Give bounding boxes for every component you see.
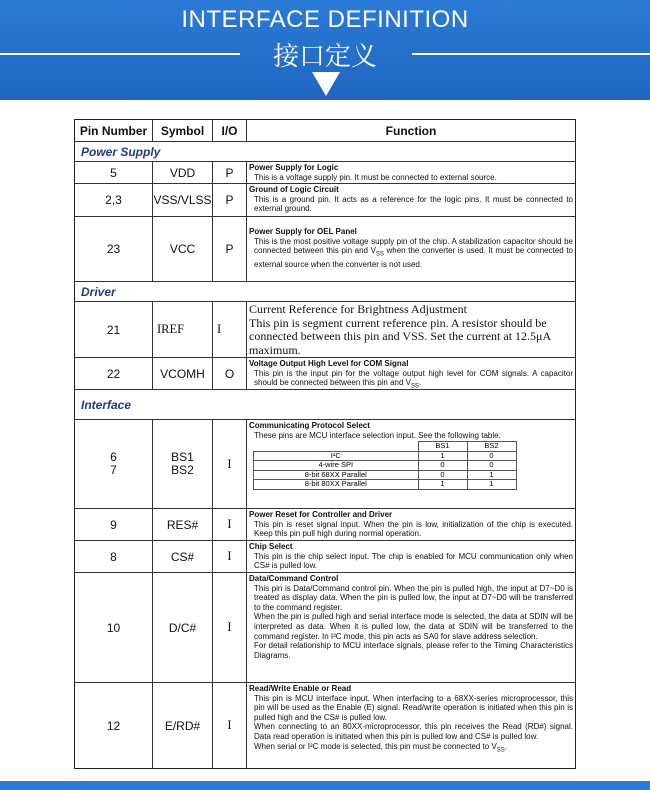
header-function: Function	[247, 120, 575, 142]
pin-number: 6 7	[75, 420, 153, 509]
header-io: I/O	[213, 120, 247, 142]
section-interface: Interface	[75, 390, 575, 420]
pin-function	[247, 509, 575, 541]
pin-io: I	[213, 420, 247, 509]
pin-number: 23	[75, 217, 153, 282]
down-arrow-icon	[312, 72, 340, 96]
pin-number: 8	[75, 541, 153, 573]
pin-io: I	[213, 683, 247, 768]
pin-function	[247, 302, 575, 358]
pin-symbol: VSS/VLSS	[153, 184, 213, 217]
function-title: Power Reset for Controller and Driver	[249, 510, 393, 519]
pin-symbol: CS#	[153, 541, 213, 573]
section-driver: Driver	[75, 282, 575, 302]
function-title: Voltage Output High Level for COM Signal	[249, 359, 409, 368]
pin-io: I	[213, 302, 247, 358]
pin-function	[247, 217, 575, 282]
function-body: This pin is the chip select input. The chip is enabled for MCU communication only when CS# is pulled low.	[254, 551, 573, 571]
pin-definition-table	[74, 119, 576, 769]
function-body: When the pin is pulled high and serial interface mode is selected, the data at SDIN will be interpreted as data. When it is pulled low, the data at SDIN will be transferred to the command register. In I²C mode, this pin acts as SA0 for slave address selection.	[254, 612, 573, 641]
pin-io: P	[213, 162, 247, 184]
pin-number: 2,3	[75, 184, 153, 217]
pin-io: P	[213, 217, 247, 282]
function-body: This pin is reset signal input. When the pin is low, initialization of the chip is executed. Keep this pin pull high during normal operation.	[254, 519, 573, 539]
function-body: When connecting to an 80XX-microprocessor, this pin receives the Read (RD#) signal. Data read operation is initiated when this pin is pulled low and CS# is pulled low.	[254, 722, 573, 741]
header-pin-number: Pin Number	[75, 120, 153, 142]
function-body: This pin is segment current reference pin. A resistor should be connected between this pin and VSS. Set the current at 12.5μA maximum.	[249, 315, 551, 357]
pin-function	[247, 683, 575, 768]
pin-io: P	[213, 184, 247, 217]
pin-function	[247, 358, 575, 390]
header-symbol: Symbol	[153, 120, 213, 142]
function-title: Communicating Protocol Select	[249, 421, 370, 430]
pin-function	[247, 184, 575, 217]
pin-symbol: VDD	[153, 162, 213, 184]
function-title: Power Supply for Logic	[249, 163, 339, 172]
pin-symbol: VCOMH	[153, 358, 213, 390]
function-body: This pin is MCU interface input. When interfacing to a 68XX-series microprocessor, this pin will be used as the Enable (E) signal. Read/write operation is initiated when this pin is pulled high and the CS# is pulled low.	[254, 693, 573, 722]
function-title: Power Supply for OEL Panel	[249, 227, 357, 236]
divider-right	[412, 53, 650, 55]
function-body: This is a voltage supply pin. It must be connected to external source.	[254, 172, 497, 182]
function-body: This pin is the input pin for the voltage output high level for COM signals. A capacitor should be connected between this pin and $V_{SS}$.	[254, 368, 573, 390]
function-title: Chip Select	[249, 542, 293, 551]
pin-function	[247, 573, 575, 683]
pin-number: 5	[75, 162, 153, 184]
pin-function	[247, 541, 575, 573]
footer-bar	[0, 781, 650, 790]
pin-symbol: BS1 BS2	[153, 420, 213, 509]
pin-io: I	[213, 509, 247, 541]
function-body: This pin is Data/Command control pin. When the pin is pulled high, the input at D7~D0 is treated as display data. When the pin is pulled low, the input at D7~D0 will be transferred to the command register.	[254, 583, 573, 612]
function-title: Data/Command Control	[249, 574, 339, 583]
pin-number: 9	[75, 509, 153, 541]
pin-symbol: E/RD#	[153, 683, 213, 768]
pin-symbol: RES#	[153, 509, 213, 541]
pin-symbol: IREF	[153, 302, 213, 358]
function-body: When serial or I²C mode is selected, this pin must be connected to $V_{SS}$.	[254, 741, 508, 754]
header-banner	[0, 0, 650, 100]
function-body: This is the most positive voltage supply pin of the chip. A stabilization capacitor should be connected between this pin and $V_{SS}$ when the converter is used. It must be connected to external source when the converter is not used.	[254, 236, 573, 270]
bs-selection-table: BS1 BS2 I²C 1 0 4-wire SPI 0 0 8-bit 68XX Parallel 0 1 8-bit 80XX Parallel 1 1	[253, 441, 517, 490]
function-body: These pins are MCU interface selection input. See the following table:	[254, 430, 501, 440]
pin-number: 10	[75, 573, 153, 683]
function-body: This is a ground pin. It acts as a reference for the logic pins. It must be connected to external ground.	[254, 194, 573, 214]
function-body: For detail relationship to MCU interface signals, please refer to the Timing Characteristics Diagrams.	[254, 641, 573, 660]
section-power-supply: Power Supply	[75, 142, 575, 162]
function-title: Read/Write Enable or Read	[249, 684, 352, 693]
function-title: Current Reference for Brightness Adjustment	[249, 302, 467, 316]
pin-io: O	[213, 358, 247, 390]
pin-symbol: D/C#	[153, 573, 213, 683]
banner-title: INTERFACE DEFINITION	[181, 6, 469, 33]
function-title: Ground of Logic Circuit	[249, 185, 339, 194]
pin-number: 21	[75, 302, 153, 358]
pin-symbol: VCC	[153, 217, 213, 282]
pin-io: I	[213, 573, 247, 683]
pin-function	[247, 162, 575, 184]
pin-number: 22	[75, 358, 153, 390]
banner-subtitle: 接口定义	[272, 42, 377, 72]
pin-io: I	[213, 541, 247, 573]
pin-number: 12	[75, 683, 153, 768]
